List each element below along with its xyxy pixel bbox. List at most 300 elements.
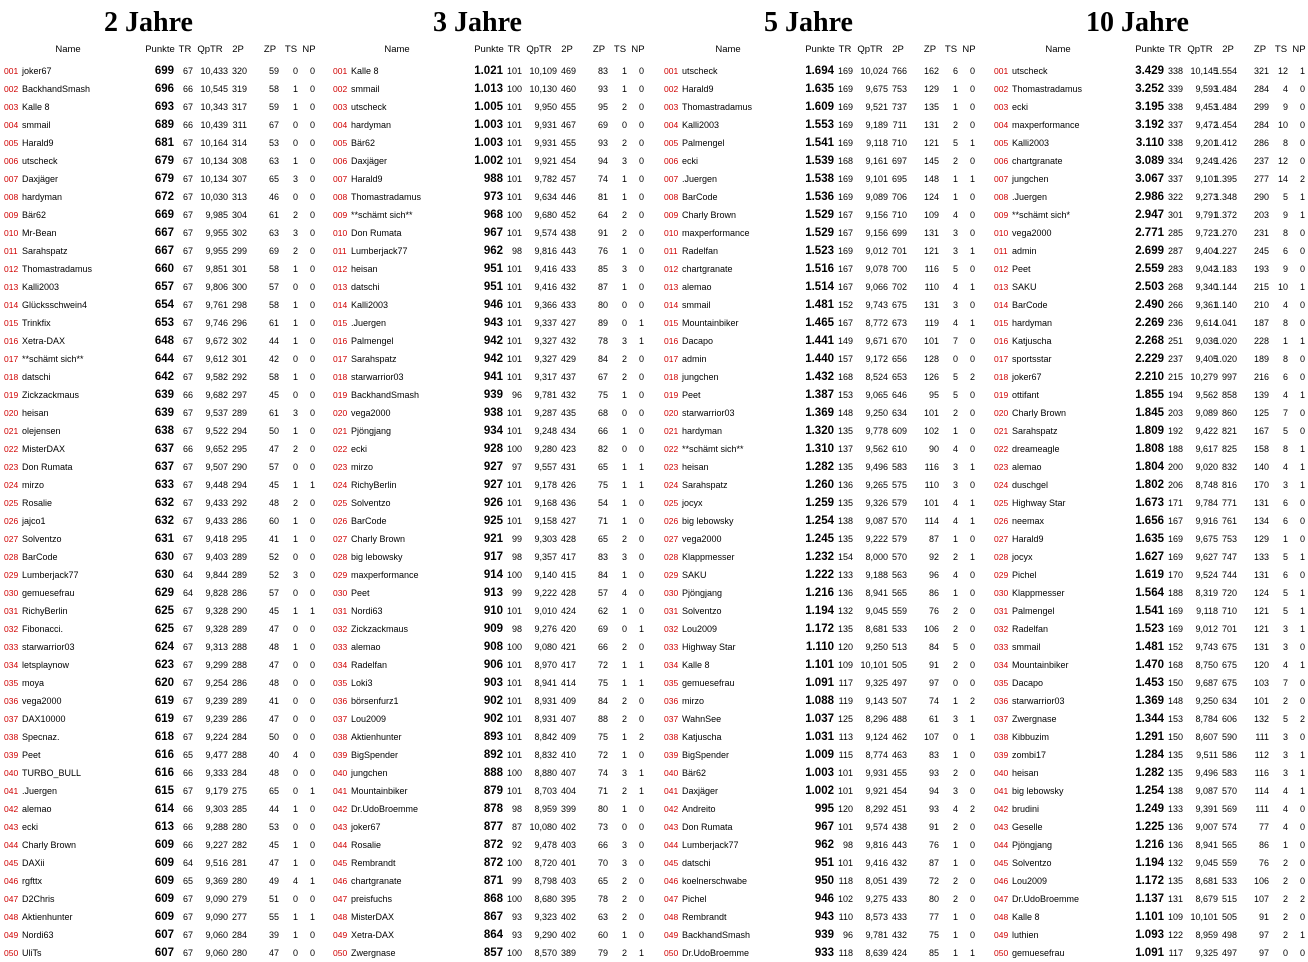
cell-zp2: 455 (560, 102, 576, 112)
cell-rank: 031 (994, 606, 1009, 616)
table-row (990, 638, 1308, 656)
cell-ts: 1 (292, 318, 298, 328)
cell-np: 1 (1299, 660, 1305, 670)
cell-np: 0 (969, 480, 975, 490)
cell-zp2: 858 (1221, 390, 1237, 400)
cell-rank: 005 (4, 138, 19, 148)
cell-ts: 1 (952, 84, 958, 94)
cell-name: Charly Brown (1012, 408, 1067, 418)
cell-rank: 022 (4, 444, 19, 454)
cell-zp: 286 (1253, 138, 1269, 148)
cell-qptr: 9,227 (205, 840, 228, 850)
cell-np: 0 (969, 336, 975, 346)
column-header-tr: TR (1168, 44, 1182, 55)
cell-ts: 1 (292, 840, 298, 850)
cell-ts: 9 (1282, 264, 1288, 274)
cell-qptr: 9,340 (1195, 282, 1218, 292)
cell-ts: 1 (292, 534, 298, 544)
cell-tr: 101 (506, 786, 522, 796)
cell-ts: 4 (1282, 84, 1288, 94)
cell-pts: 1.254 (805, 515, 834, 527)
cell-zp2: 590 (1221, 732, 1237, 742)
cell-pts: 1.021 (474, 65, 503, 77)
cell-tr: 101 (837, 822, 853, 832)
cell-name: Charly Brown (22, 840, 77, 850)
cell-zp: 135 (923, 102, 939, 112)
cell-ts: 2 (621, 534, 627, 544)
cell-pts: 872 (483, 857, 503, 869)
cell-rank: 024 (4, 480, 19, 490)
cell-zp: 97 (1258, 948, 1269, 958)
cell-qptr: 9,405 (1195, 354, 1218, 364)
cell-zp2: 702 (891, 282, 907, 292)
cell-pts: 1.481 (1135, 641, 1164, 653)
cell-rank: 007 (994, 174, 1009, 184)
cell-qptr: 10,433 (200, 66, 228, 76)
cell-name: Peet (22, 750, 41, 760)
cell-ts: 1 (621, 498, 627, 508)
cell-qptr: 9,007 (1195, 822, 1218, 832)
cell-qptr: 9,433 (205, 498, 228, 508)
cell-ts: 8 (1282, 354, 1288, 364)
cell-pts: 1.225 (1135, 821, 1164, 833)
cell-zp: 277 (1253, 174, 1269, 184)
cell-zp2: 279 (231, 894, 247, 904)
cell-name: Klappmesser (1012, 588, 1065, 598)
cell-zp2: 747 (1221, 552, 1237, 562)
cell-name: heisan (22, 408, 49, 418)
cell-zp2: 1.041 (1214, 318, 1237, 328)
cell-pts: 892 (483, 749, 503, 761)
cell-np: 0 (638, 66, 644, 76)
cell-np: 1 (638, 462, 644, 472)
cell-qptr: 9,916 (1195, 516, 1218, 526)
cell-pts: 3.429 (1135, 65, 1164, 77)
cell-name: datschi (351, 282, 380, 292)
cell-qptr: 8,750 (1195, 660, 1218, 670)
table-row (0, 908, 325, 926)
cell-np: 0 (638, 588, 644, 598)
cell-name: Solventzo (22, 534, 62, 544)
cell-qptr: 9,416 (865, 858, 888, 868)
cell-ts: 8 (1282, 228, 1288, 238)
cell-tr: 167 (837, 264, 853, 274)
cell-ts: 1 (292, 930, 298, 940)
cell-ts: 1 (952, 192, 958, 202)
cell-tr: 66 (182, 120, 193, 130)
table-row (660, 728, 985, 746)
cell-zp: 131 (1253, 642, 1269, 652)
cell-pts: 962 (814, 839, 834, 851)
cell-qptr: 9,478 (534, 840, 557, 850)
cell-tr: 93 (511, 930, 522, 940)
cell-tr: 101 (506, 138, 522, 148)
cell-np: 0 (638, 930, 644, 940)
table-row (0, 152, 325, 170)
cell-ts: 0 (292, 390, 298, 400)
cell-pts: 618 (154, 731, 174, 743)
cell-name: Mr-Bean (22, 228, 57, 238)
cell-np: 0 (969, 300, 975, 310)
cell-pts: 1.804 (1135, 461, 1164, 473)
cell-name: Katjuscha (682, 732, 722, 742)
cell-ts: 2 (621, 876, 627, 886)
cell-name: rgfttx (22, 876, 43, 886)
cell-rank: 019 (994, 390, 1009, 400)
cell-zp2: 286 (231, 516, 247, 526)
cell-pts: 857 (483, 947, 503, 959)
cell-name: big lebowsky (1012, 786, 1064, 796)
cell-np: 0 (638, 102, 644, 112)
cell-rank: 020 (664, 408, 679, 418)
cell-rank: 039 (994, 750, 1009, 760)
cell-qptr: 9,816 (534, 246, 557, 256)
cell-qptr: 9,433 (205, 516, 228, 526)
cell-zp2: 290 (231, 462, 247, 472)
cell-tr: 150 (1167, 732, 1183, 742)
cell-zp2: 455 (560, 138, 576, 148)
cell-qptr: 9,634 (534, 192, 557, 202)
column-header-ts: TS (613, 44, 627, 55)
table-row (660, 566, 985, 584)
cell-pts: 928 (483, 443, 503, 455)
cell-np: 0 (638, 912, 644, 922)
cell-name: Palmengel (351, 336, 394, 346)
cell-tr: 67 (182, 660, 193, 670)
cell-rank: 033 (664, 642, 679, 652)
cell-pts: 609 (154, 839, 174, 851)
cell-tr: 101 (506, 102, 522, 112)
cell-zp: 203 (1253, 210, 1269, 220)
cell-zp2: 653 (891, 372, 907, 382)
cell-zp: 57 (268, 282, 279, 292)
cell-name: alemao (1012, 462, 1042, 472)
cell-zp2: 409 (560, 732, 576, 742)
cell-pts: 1.635 (1135, 533, 1164, 545)
cell-qptr: 9,931 (865, 768, 888, 778)
cell-tr: 67 (182, 354, 193, 364)
cell-tr: 115 (838, 750, 853, 760)
cell-tr: 133 (1167, 804, 1183, 814)
cell-zp: 76 (928, 840, 939, 850)
cell-np: 0 (638, 822, 644, 832)
cell-pts: 616 (154, 767, 174, 779)
cell-rank: 017 (333, 354, 348, 364)
cell-zp: 111 (1255, 732, 1269, 742)
cell-np: 1 (309, 480, 315, 490)
table-row (990, 728, 1308, 746)
cell-tr: 64 (182, 858, 193, 868)
cell-zp2: 311 (232, 120, 247, 130)
cell-np: 0 (1299, 804, 1305, 814)
cell-zp: 116 (924, 462, 939, 472)
cell-zp2: 570 (891, 552, 907, 562)
cell-rank: 011 (664, 246, 678, 256)
cell-zp2: 297 (231, 390, 247, 400)
cell-zp: 216 (1253, 372, 1269, 382)
cell-ts: 2 (952, 876, 958, 886)
cell-pts: 1.222 (805, 569, 834, 581)
cell-tr: 169 (837, 192, 853, 202)
column-header-tr: TR (838, 44, 852, 55)
cell-tr: 101 (506, 318, 522, 328)
cell-pts: 699 (154, 65, 174, 77)
cell-qptr: 8,941 (534, 678, 557, 688)
cell-zp: 61 (928, 714, 939, 724)
cell-name: jungchen (351, 768, 388, 778)
cell-ts: 1 (292, 372, 298, 382)
cell-tr: 136 (1167, 822, 1183, 832)
cell-zp2: 302 (231, 228, 247, 238)
cell-tr: 200 (1167, 462, 1183, 472)
table-row (660, 692, 985, 710)
cell-name: Thomastradamus (351, 192, 422, 202)
cell-name: Trinkfix (22, 318, 51, 328)
cell-zp: 124 (1253, 588, 1269, 598)
cell-tr: 135 (837, 624, 853, 634)
cell-rank: 018 (994, 372, 1009, 382)
cell-pts: 689 (154, 119, 174, 131)
cell-tr: 67 (182, 696, 193, 706)
cell-np: 0 (309, 534, 315, 544)
cell-ts: 2 (292, 444, 298, 454)
cell-rank: 016 (4, 336, 19, 346)
cell-zp: 110 (924, 282, 939, 292)
cell-zp: 51 (268, 894, 279, 904)
ranking-panel (0, 0, 325, 962)
cell-np: 1 (969, 498, 975, 508)
cell-zp2: 695 (891, 174, 907, 184)
cell-ts: 3 (1282, 624, 1288, 634)
cell-rank: 023 (4, 462, 19, 472)
cell-pts: 609 (154, 893, 174, 905)
cell-ts: 14 (1277, 174, 1288, 184)
table-row (329, 548, 654, 566)
cell-rank: 030 (333, 588, 348, 598)
cell-qptr: 9,239 (205, 714, 228, 724)
cell-ts: 2 (1282, 912, 1288, 922)
cell-zp2: 280 (231, 876, 247, 886)
cell-zp2: 1.372 (1214, 210, 1237, 220)
cell-ts: 4 (1282, 462, 1288, 472)
cell-pts: 942 (483, 335, 503, 347)
cell-zp: 47 (268, 948, 279, 958)
cell-zp2: 403 (560, 876, 576, 886)
cell-zp: 48 (268, 642, 279, 652)
cell-ts: 1 (621, 462, 627, 472)
table-row (0, 224, 325, 242)
table-row (660, 62, 985, 80)
cell-name: MisterDAX (351, 912, 395, 922)
cell-ts: 0 (621, 120, 627, 130)
cell-pts: 906 (483, 659, 503, 671)
cell-rank: 041 (333, 786, 348, 796)
cell-zp: 70 (597, 858, 608, 868)
cell-qptr: 9,614 (1195, 318, 1218, 328)
cell-rank: 012 (333, 264, 348, 274)
table-row (0, 368, 325, 386)
table-row (329, 332, 654, 350)
cell-qptr: 9,477 (205, 750, 228, 760)
cell-zp2: 292 (231, 498, 247, 508)
table-row (0, 548, 325, 566)
cell-tr: 120 (837, 804, 853, 814)
cell-zp2: 281 (231, 858, 247, 868)
cell-name: Mountainbiker (1012, 660, 1069, 670)
cell-ts: 1 (952, 174, 958, 184)
cell-ts: 2 (952, 624, 958, 634)
cell-rank: 014 (4, 300, 19, 310)
cell-zp: 83 (928, 750, 939, 760)
cell-np: 0 (309, 390, 315, 400)
cell-qptr: 9,851 (205, 264, 228, 274)
table-row (329, 170, 654, 188)
cell-rank: 040 (333, 768, 348, 778)
cell-ts: 2 (952, 552, 958, 562)
table-row (329, 494, 654, 512)
cell-tr: 125 (837, 714, 853, 724)
cell-rank: 026 (333, 516, 348, 526)
cell-zp2: 409 (560, 696, 576, 706)
table-row (660, 242, 985, 260)
cell-tr: 101 (506, 300, 522, 310)
cell-name: big lebowsky (682, 516, 734, 526)
cell-qptr: 9,652 (205, 444, 228, 454)
cell-tr: 169 (837, 246, 853, 256)
cell-np: 0 (1299, 228, 1305, 238)
cell-qptr: 10,024 (860, 66, 888, 76)
cell-ts: 2 (952, 822, 958, 832)
cell-zp2: 744 (1221, 570, 1237, 580)
cell-name: gemuesefrau (1012, 948, 1065, 958)
table-row (660, 332, 985, 350)
cell-tr: 101 (506, 660, 522, 670)
cell-name: Harald9 (22, 138, 54, 148)
cell-zp: 65 (597, 876, 608, 886)
cell-rank: 014 (664, 300, 679, 310)
cell-qptr: 9,516 (205, 858, 228, 868)
cell-np: 0 (1299, 912, 1305, 922)
cell-rank: 032 (4, 624, 19, 634)
cell-zp: 72 (597, 750, 608, 760)
cell-qptr: 9,265 (865, 480, 888, 490)
cell-pts: 967 (483, 227, 503, 239)
table-row (329, 476, 654, 494)
column-header-tr: TR (178, 44, 192, 55)
cell-zp: 101 (923, 408, 939, 418)
cell-zp2: 1.270 (1214, 228, 1237, 238)
cell-pts: 1.259 (805, 497, 834, 509)
cell-np: 0 (309, 516, 315, 526)
cell-tr: 339 (1167, 84, 1183, 94)
cell-zp: 87 (928, 534, 939, 544)
cell-name: Dr.UdoBroemme (1012, 894, 1080, 904)
cell-qptr: 10,134 (200, 156, 228, 166)
cell-name: joker67 (22, 66, 52, 76)
cell-ts: 2 (621, 372, 627, 382)
cell-name: Thomastradamus (682, 102, 753, 112)
table-row (660, 224, 985, 242)
cell-np: 0 (969, 768, 975, 778)
table-row (329, 620, 654, 638)
cell-zp2: 565 (1221, 840, 1237, 850)
cell-pts: 888 (483, 767, 503, 779)
cell-zp2: 437 (560, 372, 576, 382)
cell-ts: 5 (1282, 192, 1288, 202)
cell-rank: 005 (994, 138, 1009, 148)
cell-qptr: 9,921 (865, 786, 888, 796)
cell-rank: 042 (333, 804, 348, 814)
cell-zp: 45 (268, 480, 279, 490)
cell-tr: 101 (506, 606, 522, 616)
cell-rank: 015 (994, 318, 1009, 328)
cell-np: 0 (309, 678, 315, 688)
cell-rank: 024 (664, 480, 679, 490)
table-row (660, 476, 985, 494)
cell-qptr: 9,328 (205, 624, 228, 634)
cell-np: 0 (309, 264, 315, 274)
cell-rank: 039 (4, 750, 19, 760)
cell-zp: 321 (1253, 66, 1269, 76)
cell-np: 0 (638, 282, 644, 292)
cell-np: 0 (969, 678, 975, 688)
cell-zp: 299 (1253, 102, 1269, 112)
cell-ts: 4 (952, 804, 958, 814)
cell-name: Peet (682, 390, 701, 400)
cell-rank: 013 (333, 282, 348, 292)
cell-name: maxperformance (682, 228, 750, 238)
cell-pts: 1.344 (1135, 713, 1164, 725)
cell-name: BackhandSmash (682, 930, 751, 940)
cell-rank: 041 (4, 786, 19, 796)
cell-zp2: 428 (560, 534, 576, 544)
cell-np: 0 (309, 444, 315, 454)
cell-pts: 660 (154, 263, 174, 275)
cell-tr: 136 (837, 588, 853, 598)
table-row (0, 404, 325, 422)
cell-tr: 101 (506, 372, 522, 382)
cell-ts: 4 (952, 444, 958, 454)
cell-tr: 153 (837, 390, 853, 400)
cell-rank: 031 (4, 606, 19, 616)
cell-pts: 1.529 (805, 227, 834, 239)
cell-tr: 168 (1167, 660, 1183, 670)
cell-name: admin (1012, 246, 1037, 256)
cell-pts: 631 (154, 533, 174, 545)
cell-pts: 609 (154, 875, 174, 887)
cell-rank: 016 (664, 336, 679, 346)
cell-qptr: 9,416 (534, 282, 557, 292)
cell-tr: 67 (182, 318, 193, 328)
cell-zp2: 294 (231, 480, 247, 490)
cell-pts: 914 (483, 569, 503, 581)
cell-ts: 5 (952, 372, 958, 382)
cell-pts: 950 (814, 875, 834, 887)
cell-np: 1 (969, 948, 975, 958)
cell-ts: 5 (952, 390, 958, 400)
table-row (660, 620, 985, 638)
cell-qptr: 9,593 (1195, 84, 1218, 94)
cell-ts: 0 (292, 192, 298, 202)
cell-qptr: 8,703 (534, 786, 557, 796)
cell-tr: 338 (1167, 66, 1183, 76)
cell-name: Harald9 (1012, 534, 1044, 544)
table-row (660, 746, 985, 764)
cell-tr: 67 (182, 138, 193, 148)
cell-tr: 101 (506, 408, 522, 418)
cell-qptr: 9,118 (1196, 606, 1218, 616)
table-row (0, 188, 325, 206)
